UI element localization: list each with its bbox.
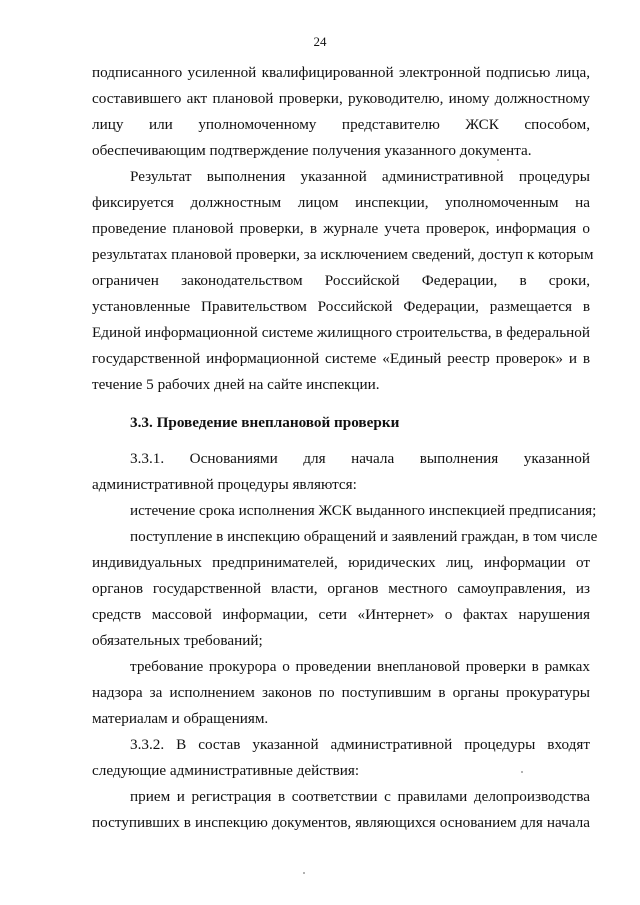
text-line: следующие административные действия: — [92, 762, 360, 779]
text-line: проведение плановой проверки, в журнале учета проверок, информация о — [92, 220, 590, 237]
text-line: установленные Правительством Российской Федерации, размещается в — [92, 298, 590, 315]
text-line: органов государственной власти, органов местного самоуправления, из — [92, 580, 590, 597]
text-line: административной процедуры являются: — [92, 476, 357, 493]
text-line: обязательных требований; — [92, 632, 263, 649]
text-line: результатах плановой проверки, за исключением сведений, доступ к которым — [92, 246, 594, 263]
text-line: средств массовой информации, сети «Интернет» о фактах нарушения — [92, 606, 590, 623]
text-line: 3.3.1. Основаниями для начала выполнения указанной — [130, 450, 590, 467]
text-line: течение 5 рабочих дней на сайте инспекции. — [92, 376, 380, 393]
text-line: материалам и обращениям. — [92, 710, 269, 727]
section-heading: 3.3. Проведение внеплановой проверки — [130, 414, 400, 431]
text-line: поступивших в инспекцию документов, являющихся основанием для начала — [92, 814, 590, 831]
scan-speck — [303, 872, 305, 874]
text-line: надзора за исполнением законов по поступившим в органы прокуратуры — [92, 684, 590, 701]
scan-speck — [521, 771, 523, 773]
text-line: составившего акт плановой проверки, руководителю, иному должностному — [92, 90, 590, 107]
text-line: Результат выполнения указанной административной процедуры — [130, 168, 590, 185]
text-line: поступление в инспекцию обращений и заявлений граждан, в том числе — [130, 528, 598, 545]
scan-speck — [497, 159, 499, 161]
text-line: лицу или уполномоченному представителю ЖСК способом, — [92, 116, 590, 133]
text-line: прием и регистрация в соответствии с правилами делопроизводства — [130, 788, 590, 805]
text-line: 3.3.2. В состав указанной административной процедуры входят — [130, 736, 590, 753]
text-line: государственной информационной системе «Единый реестр проверок» и в — [92, 350, 590, 367]
text-line: Единой информационной системе жилищного строительства, в федеральной — [92, 324, 590, 341]
text-line: истечение срока исполнения ЖСК выданного инспекцией предписания; — [130, 502, 597, 519]
text-line: требование прокурора о проведении внеплановой проверки в рамках — [130, 658, 590, 675]
text-line: индивидуальных предпринимателей, юридических лиц, информации от — [92, 554, 590, 571]
text-line: подписанного усиленной квалифицированной электронной подписью лица, — [92, 64, 590, 81]
text-line: ограничен законодательством Российской Федерации, в сроки, — [92, 272, 590, 289]
page-number: 24 — [313, 34, 327, 49]
text-line: обеспечивающим подтверждение получения указанного документа. — [92, 142, 532, 159]
text-line: фиксируется должностным лицом инспекции, уполномоченным на — [92, 194, 590, 211]
